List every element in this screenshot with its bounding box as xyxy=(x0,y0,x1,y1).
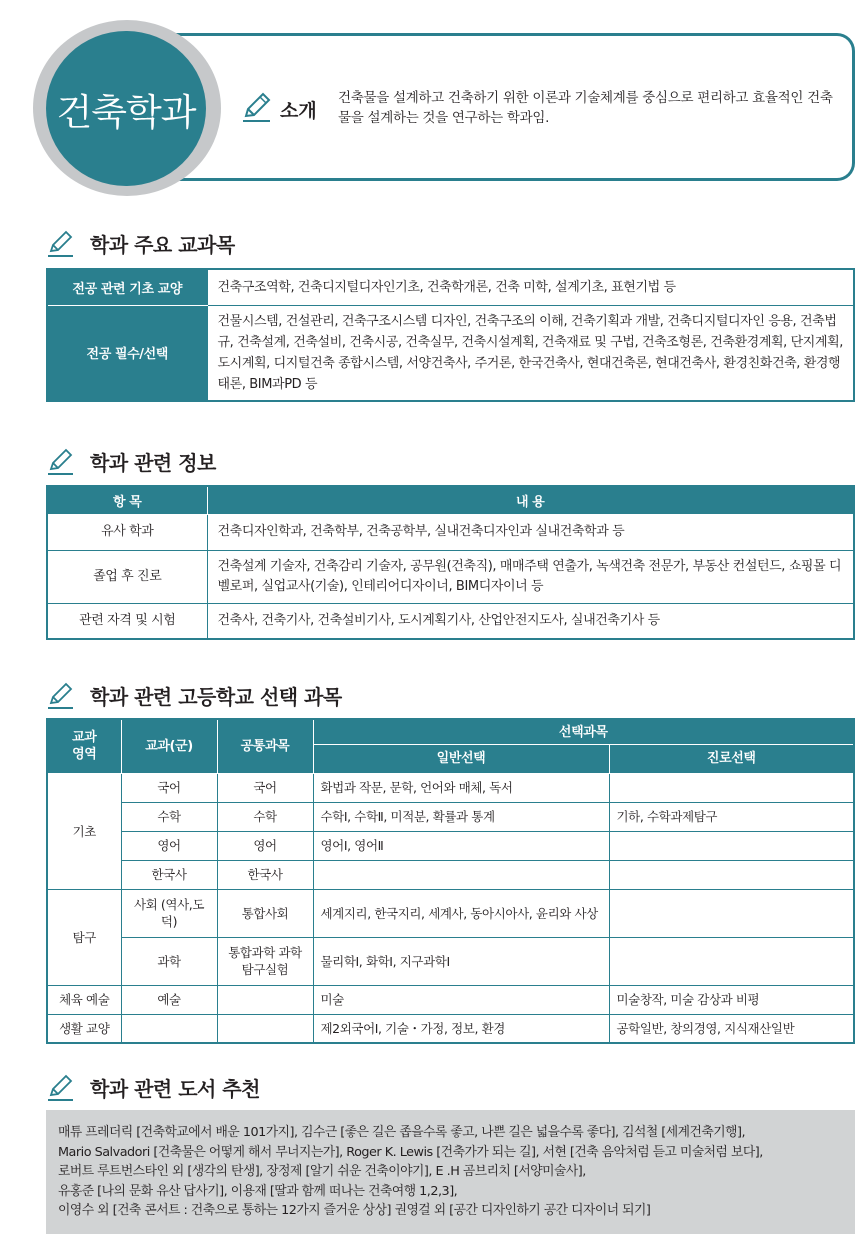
pencil-icon xyxy=(46,446,76,476)
section-books-header xyxy=(46,1072,260,1102)
col-group-header: 교과(군) xyxy=(121,719,217,773)
group-cell: 영어 xyxy=(121,831,217,860)
info-item: 유사 학과 xyxy=(47,514,207,550)
section-hs-header xyxy=(46,680,342,710)
general-cell: 미술 xyxy=(313,985,609,1014)
intro-text: 건축물을 설계하고 건축하기 위한 이론과 기술체계를 중심으로 편리하고 효율적인 건축물을 설계하는 것을 연구하는 학과임. xyxy=(338,90,833,126)
general-cell: 수학Ⅰ, 수학Ⅱ, 미적분, 확률과 통계 xyxy=(313,802,609,831)
row-label: 전공 관련 기초 교양 xyxy=(47,269,207,305)
pencil-icon xyxy=(46,228,76,258)
group-cell: 과학 xyxy=(121,937,217,985)
career-cell xyxy=(609,773,854,802)
common-cell xyxy=(217,985,313,1014)
table-row xyxy=(47,802,854,831)
career-cell xyxy=(609,831,854,860)
table-row xyxy=(47,305,854,401)
pencil-icon xyxy=(46,680,76,710)
section-title: 학과 관련 고등학교 선택 과목 xyxy=(90,684,342,709)
general-cell: 세계지리, 한국지리, 세계사, 동아시아사, 윤리와 사상 xyxy=(313,889,609,937)
career-cell: 기하, 수학과제탐구 xyxy=(609,802,854,831)
general-cell: 제2외국어Ⅰ, 기술・가정, 정보, 환경 xyxy=(313,1014,609,1043)
table-header-row xyxy=(47,486,854,514)
group-cell: 수학 xyxy=(121,802,217,831)
row-content: 건물시스템, 건설관리, 건축구조시스템 디자인, 건축구조의 이해, 건축기획과 개발, 건축디지털디자인 응용, 건축법규, 건축설계, 건축설비, 건축시공, 건축실무, 건축시설계획, 건축재료 및 구법, 건축조형론, 건축환경계획, 단지계획, 도시계획, 디지털건축 종합시스템, 서양건축사, 주거론, 한국건축사, 현대건축론, 현대건축사, 환경친화건축, 환경행태론, BIM과PD 등 xyxy=(207,305,854,401)
table-row xyxy=(47,514,854,550)
group-cell: 한국사 xyxy=(121,860,217,889)
common-cell: 한국사 xyxy=(217,860,313,889)
table-row xyxy=(47,269,854,305)
career-cell xyxy=(609,860,854,889)
info-content: 건축디자인학과, 건축학부, 건축공학부, 실내건축디자인과 실내건축학과 등 xyxy=(207,514,854,550)
common-cell xyxy=(217,1014,313,1043)
info-content: 건축사, 건축기사, 건축설비기사, 도시계획기사, 산업안전지도사, 실내건축기사 등 xyxy=(207,603,854,639)
table-row xyxy=(47,1014,854,1043)
table-row xyxy=(47,773,854,802)
group-cell: 국어 xyxy=(121,773,217,802)
courses-table xyxy=(46,268,855,402)
table-row xyxy=(47,550,854,603)
area-cell: 생활 교양 xyxy=(47,1014,121,1043)
general-cell: 화법과 작문, 문학, 언어와 매체, 독서 xyxy=(313,773,609,802)
col-content-header: 내 용 xyxy=(207,486,854,514)
section-title: 학과 관련 도서 추천 xyxy=(90,1076,260,1101)
info-item: 관련 자격 및 시험 xyxy=(47,603,207,639)
col-item-header: 항 목 xyxy=(47,486,207,514)
table-row xyxy=(47,985,854,1014)
common-cell: 국어 xyxy=(217,773,313,802)
common-cell: 영어 xyxy=(217,831,313,860)
dept-name: 건축학과 xyxy=(56,90,196,134)
col-general-header: 일반선택 xyxy=(313,745,609,773)
table-row xyxy=(47,889,854,937)
info-item: 졸업 후 진로 xyxy=(47,550,207,603)
career-cell xyxy=(609,889,854,937)
group-cell: 사회 (역사,도덕) xyxy=(121,889,217,937)
intro-label: 소개 xyxy=(280,100,317,122)
career-cell: 미술창작, 미술 감상과 비평 xyxy=(609,985,854,1014)
group-cell xyxy=(121,1014,217,1043)
table-row xyxy=(47,603,854,639)
col-area-header: 교과 영역 xyxy=(47,719,121,773)
col-select-header: 선택과목 xyxy=(313,719,854,745)
general-cell xyxy=(313,860,609,889)
row-label: 전공 필수/선택 xyxy=(47,305,207,401)
col-common-header: 공통과목 xyxy=(217,719,313,773)
area-cell: 체육 예술 xyxy=(47,985,121,1014)
general-cell: 영어Ⅰ, 영어Ⅱ xyxy=(313,831,609,860)
info-content: 건축설계 기술자, 건축감리 기술자, 공무원(건축직), 매매주택 연출가, 녹색건축 전문가, 부동산 컨설턴드, 쇼핑몰 디벨로퍼, 실업교사(기술), 인테리어디자이너, BIM디자이너 등 xyxy=(207,550,854,603)
common-cell: 통합과학 과학탐구실험 xyxy=(217,937,313,985)
section-title: 학과 주요 교과목 xyxy=(90,232,235,257)
row-content: 건축구조역학, 건축디지털디자인기초, 건축학개론, 건축 미학, 설계기초, 표현기법 등 xyxy=(207,269,854,305)
section-courses-header xyxy=(46,228,235,258)
book-line: 유홍준 [나의 문화 유산 답사기], 이용재 [딸과 함께 떠나는 건축여행 1,2,3], xyxy=(58,1183,458,1199)
col-career-header: 진로선택 xyxy=(609,745,854,773)
book-line: 이영수 외 [건축 콘서트 : 건축으로 통하는 12가지 즐거운 상상] 권영걸 외 [공간 디자인하기 공간 디자이너 되기] xyxy=(58,1203,651,1218)
general-cell: 물리학Ⅰ, 화학Ⅰ, 지구과학Ⅰ xyxy=(313,937,609,985)
table-header-row xyxy=(47,719,854,745)
section-title: 학과 관련 정보 xyxy=(90,450,216,475)
table-row xyxy=(47,831,854,860)
pencil-icon xyxy=(240,90,274,124)
hs-subjects-table xyxy=(46,718,855,1044)
book-line: Mario Salvadori [건축물은 어떻게 해서 무너지는가], Roger K. Lewis [건축가가 되는 길], 서현 [건축 음악처럼 듣고 미술처럼 보다], xyxy=(58,1144,763,1160)
dept-badge xyxy=(46,31,206,186)
info-table xyxy=(46,485,855,640)
table-row xyxy=(47,860,854,889)
pencil-icon xyxy=(46,1072,76,1102)
area-cell: 탐구 xyxy=(47,889,121,985)
book-line: 매튜 프레더릭 [건축학교에서 배운 101가지], 김수근 [좋은 길은 좁을수록 좋고, 나쁜 길은 넓을수록 좋다], 김석철 [세계건축기행], xyxy=(58,1125,746,1140)
career-cell xyxy=(609,937,854,985)
table-row xyxy=(47,937,854,985)
common-cell: 통합사회 xyxy=(217,889,313,937)
section-info-header xyxy=(46,446,216,476)
common-cell: 수학 xyxy=(217,802,313,831)
book-line: 로버트 루트번스타인 외 [생각의 탄생], 장정제 [알기 쉬운 건축이야기], E .H 곰브리치 [서양미술사], xyxy=(58,1164,586,1179)
group-cell: 예술 xyxy=(121,985,217,1014)
area-cell: 기초 xyxy=(47,773,121,889)
book-list xyxy=(46,1110,855,1234)
career-cell: 공학일반, 창의경영, 지식재산일반 xyxy=(609,1014,854,1043)
